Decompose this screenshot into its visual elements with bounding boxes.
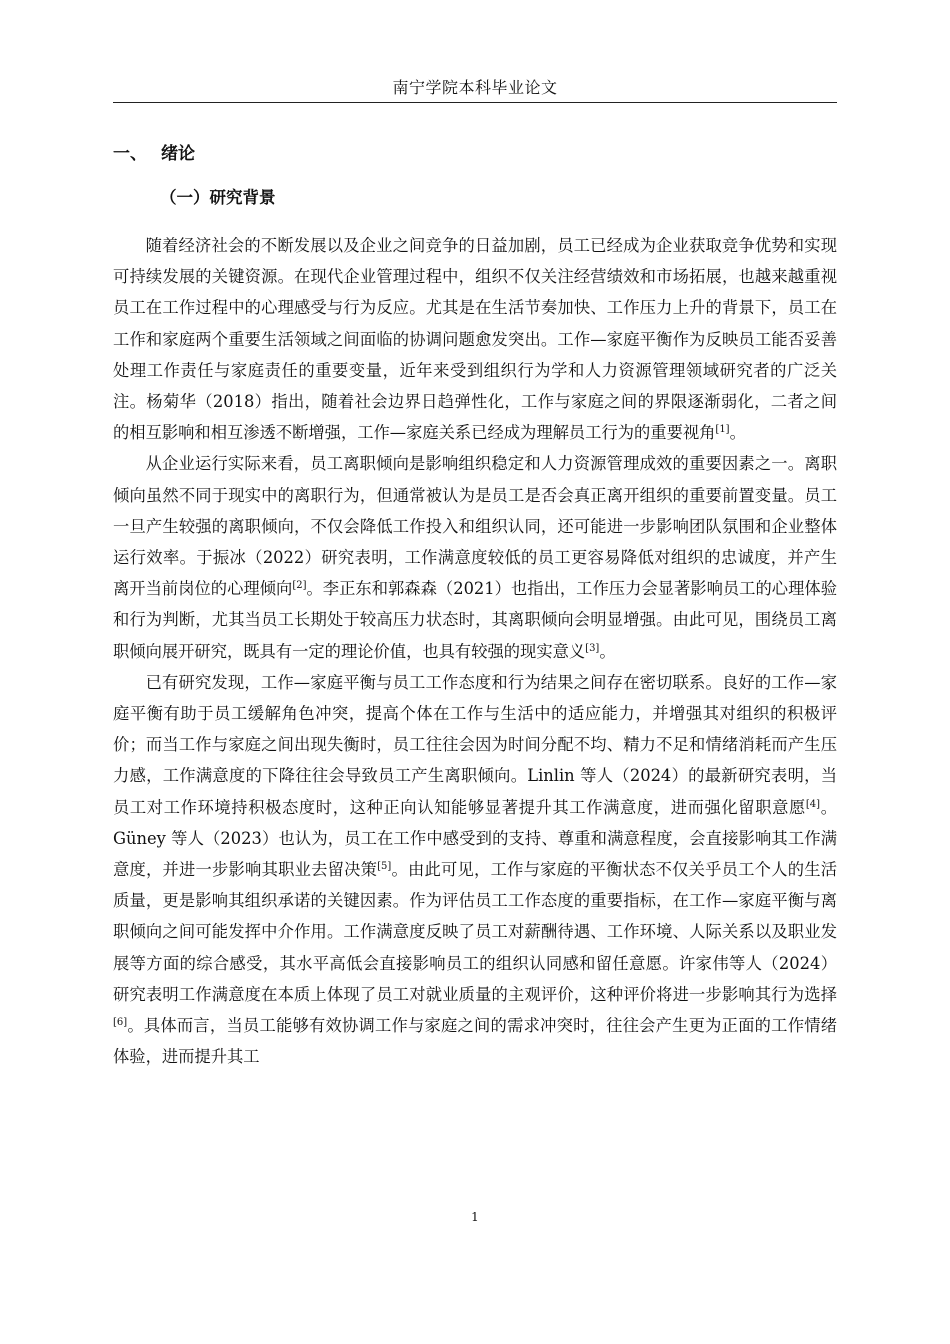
text-run: 随着经济社会的不断发展以及企业之间竞争的日益加剧，员工已经成为企业获取竞争优势和实现可持续发展的关键资源。在现代企业管理过程中，组织不仅关注经营绩效和市场拓展，也越来越重视员工在工作过程中的心理感受与行为反应。尤其是在生活节奏加快、工作压力上升的背景下，员工在工作和家庭两个重要生活领域之间面临的协调问题愈发突出。工作—家庭平衡作为反映员工能否妥善处理工作责任与家庭责任的重要变量，近年来受到组织行为学和人力资源管理领域研究者的广泛关注。杨菊华（2018）指出，随着社会边界日趋弹性化，工作与家庭之间的界限逐渐弱化，二者之间的相互影响和相互渗透不断增强，工作—家庭关系已经成为理解员工行为的重要视角 xyxy=(113,236,837,443)
text-run: 。李正东和郭森森（2021）也指出，工作压力会显著影响员工的心理体验和行为判断，尤其当员工长期处于较高压力状态时，其离职倾向会明显增强。由此可见，围绕员工离职倾向展开研究，既具有一定的理论价值，也具有较强的现实意义 xyxy=(113,579,837,661)
text-run: 。 xyxy=(729,423,746,443)
text-run: 。具体而言，当员工能够有效协调工作与家庭之间的需求冲突时，往往会产生更为正面的工作情绪体验，进而提升其工 xyxy=(113,1016,837,1067)
citation-ref[interactable]: [1] xyxy=(715,424,730,436)
section-title: 绪论 xyxy=(161,144,195,164)
citation-ref[interactable]: [6] xyxy=(113,1017,128,1029)
subsection-heading: （一）研究背景 xyxy=(160,188,276,207)
text-run: 已有研究发现，工作—家庭平衡与员工工作态度和行为结果之间存在密切联系。良好的工作—家庭平衡有助于员工缓解角色冲突，提高个体在工作与生活中的适应能力，并增强其对组织的积极评价；而当工作与家庭之间出现失衡时，员工往往会因为时间分配不均、精力不足和情绪消耗而产生压力感，工作满意度的下降往往会导致员工产生离职倾向。Linlin 等人（2024）的最新研究表明，当员工对工作环境持积极态度时，这种正向认知能够显著提升其工作满意度，进而强化留职意愿 xyxy=(113,672,837,817)
page-number: 1 xyxy=(471,1210,479,1224)
text-run: 。 xyxy=(599,641,616,661)
paragraph-2 xyxy=(113,448,837,666)
text-run: 从企业运行实际来看，员工离职倾向是影响组织稳定和人力资源管理成效的重要因素之一。离职倾向虽然不同于现实中的离职行为，但通常被认为是员工是否会真正离开组织的重要前置变量。员工一旦产生较强的离职倾向，不仅会降低工作投入和组织认同，还可能进一步影响团队氛围和企业整体运行效率。于振冰（2022）研究表明，工作满意度较低的员工更容易降低对组织的忠诚度，并产生离开当前岗位的心理倾向 xyxy=(113,454,837,599)
section-heading xyxy=(113,140,195,168)
citation-ref[interactable]: [4] xyxy=(805,798,821,810)
citation-ref[interactable]: [3] xyxy=(585,642,600,654)
body-text xyxy=(113,230,837,1072)
citation-ref[interactable]: [2] xyxy=(292,580,307,592)
paragraph-3 xyxy=(113,667,837,1073)
paragraph-1 xyxy=(113,230,837,448)
citation-ref[interactable]: [5] xyxy=(377,861,392,873)
text-run: 。由此可见，工作与家庭的平衡状态不仅关乎员工个人的生活质量，更是影响其组织承诺的关键因素。作为评估员工工作态度的重要指标，在工作—家庭平衡与离职倾向之间可能发挥中介作用。工作满意度反映了员工对薪酬待遇、工作环境、人际关系以及职业发展等方面的综合感受，其水平高低会直接影响员工的组织认同感和留任意愿。许家伟等人（2024）研究表明工作满意度在本质上体现了员工对就业质量的主观评价，这种评价将进一步影响其行为选择 xyxy=(113,860,837,1004)
text-run: 。Güney 等人（2023）也认为，员工在工作中感受到的支持、尊重和满意程度，会直接影响其工作满意度，并进一步影响其职业去留决策 xyxy=(113,797,837,880)
running-header: 南宁学院本科毕业论文 xyxy=(392,78,558,97)
header-rule xyxy=(113,102,837,103)
section-number: 一、 xyxy=(113,144,147,164)
